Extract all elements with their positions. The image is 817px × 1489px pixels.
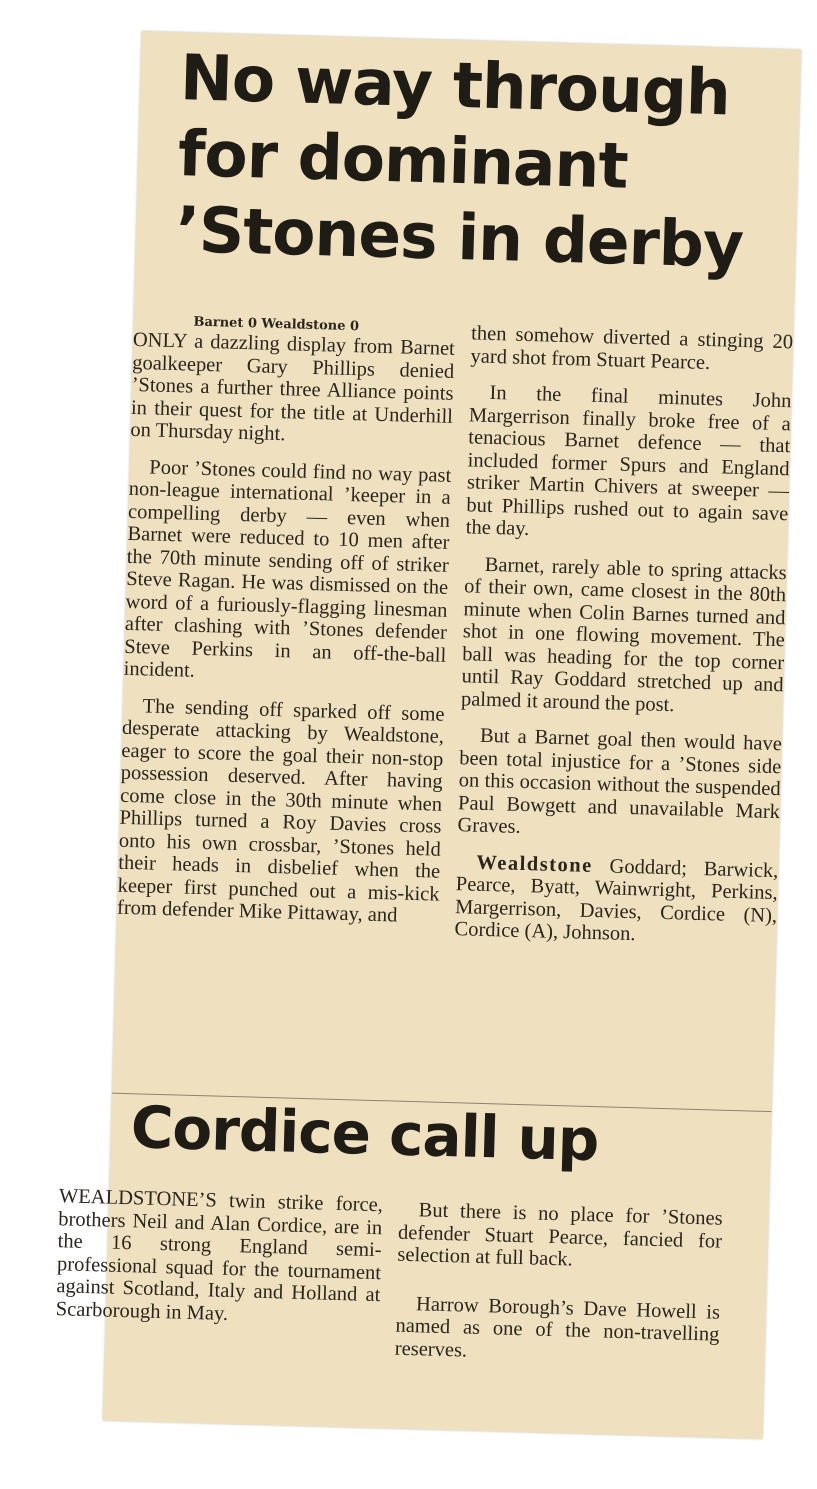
paragraph: But a Barnet goal then would have been total injustice for a ’Stones side on this occasion without the suspended Paul Bowgett and unavailable Mark Graves.: [457, 724, 783, 838]
headline-line: for dominant: [177, 117, 629, 203]
newspaper-clipping: [55, 31, 802, 1439]
paragraph: WEALDSTONE’S twin strike force, brothers Neil and Alan Cordice, are in the 16 strong England semi-professional squad for the tournament against Scotland, Italy and Holland at Scarborough in May.: [55, 1185, 384, 1325]
paragraph: Harrow Borough’s Dave Howell is named as one of the non-travelling reserves.: [394, 1292, 721, 1362]
paragraph: The sending off sparked off some desperate attacking by Wealdstone, eager to score the goal their non-stop possession deserved. After having come close in the 30th minute when Phillips turned a Roy Davies cross onto his own crossbar, ’Stones held their heads in disbelief when the keeper first punched out a mis-kick from defender Mike Pittaway, and: [116, 694, 445, 927]
lineup-team: Wealdstone: [476, 851, 594, 877]
team-lineup: [454, 851, 778, 950]
headline-line: ’Stones in derby: [174, 193, 744, 282]
headline: [175, 40, 801, 285]
sidebar-headline: Cordice call up: [129, 1093, 600, 1175]
paragraph: In the final minutes John Margerrison finally broke free of a tenacious Barnet defence — that included former Spurs and England striker Martin Chivers at sweeper — but Phillips rushed out to again save the day.: [465, 381, 792, 541]
paragraph: then somehow diverted a stinging 20 yard shot from Stuart Pearce.: [470, 322, 794, 374]
paragraph: ONLY a dazzling display from Barnet goalkeeper Gary Phillips denied ’Stones a further three Alliance points in their quest for the title at Underhill on Thursday night.: [130, 328, 456, 446]
paragraph: Barnet, rarely able to spring attacks of their own, came closest in the 80th minute when Colin Barnes turned and shot in one flowing movement. The ball was heading for the top corner until Ray Goddard stretched up and palmed it around the post.: [460, 553, 787, 716]
sidebar-column-1: [55, 1185, 383, 1343]
article-column-2: [454, 322, 794, 963]
match-score: Barnet 0 Wealdstone 0: [193, 314, 360, 335]
headline-line: No way through: [179, 41, 731, 130]
article-column-1: [116, 329, 455, 942]
paragraph: Poor ’Stones could find no way past non-league international ’keeper in a compelling derby — even when Barnet were reduced to 10 men after the 70th minute sending off of striker Steve Ragan. He was dismissed on the word of a furiously-flagging linesman after clashing with ’Stones defender Steve Perkins in an off-the-ball incident.: [123, 455, 452, 682]
paragraph: But there is no place for ’Stones defender Stuart Pearce, fancied for selection at full back.: [397, 1199, 723, 1271]
sidebar-column-2: [394, 1199, 723, 1383]
lineup-players: Goddard; Barwick, Pearce, Byatt, Wainwright, Perkins, Margerrison, Davies, Cordice (N), Cordice (A), Johnson.: [454, 854, 779, 946]
